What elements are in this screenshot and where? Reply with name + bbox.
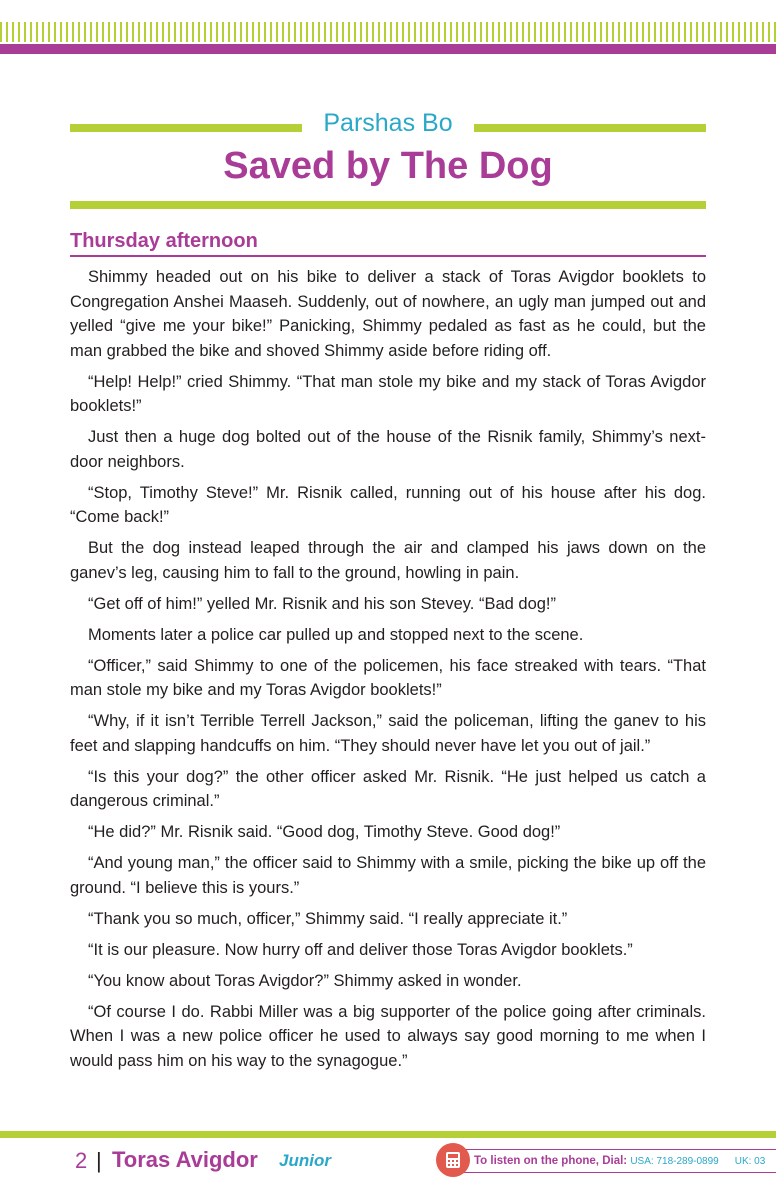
story-paragraph: “Help! Help!” cried Shimmy. “That man stole my bike and my stack of Toras Avigdor booklets!”	[70, 372, 706, 415]
story-paragraph: “You know about Toras Avigdor?” Shimmy asked in wonder.	[88, 971, 522, 990]
phone-info-text	[474, 1153, 765, 1170]
story-paragraph: “Is this your dog?” the other officer asked Mr. Risnik. “He just helped us catch a dangerous criminal.”	[70, 767, 706, 810]
page-number: 2	[75, 1148, 88, 1173]
story-paragraph: “Stop, Timothy Steve!” Mr. Risnik called, running out of his house after his dog. “Come back!”	[70, 483, 706, 526]
story-body	[70, 265, 706, 1080]
phone-usa: USA: 718-289-0899	[630, 1156, 719, 1167]
phone-label: To listen on the phone, Dial:	[474, 1155, 628, 1167]
top-color-bar	[0, 44, 776, 54]
header-rule-bottom	[70, 201, 706, 209]
footer-rule	[0, 1131, 776, 1138]
decorative-tick-strip	[0, 22, 776, 42]
story-paragraph: Shimmy headed out on his bike to deliver a stack of Toras Avigdor booklets to Congregation Anshei Maaseh. Suddenly, out of nowhere, an ugly man jumped out and yelled “give me your bike!” Panicking, Shimmy pedaled as fast as he could, but the man grabbed the bike and shoved Shimmy aside before riding off.	[70, 268, 706, 360]
story-paragraph: “Of course I do. Rabbi Miller was a big supporter of the police going after criminals. When I was a new police officer he used to always say good morning to me when I would pass him on his way to the synagogue.”	[70, 1002, 706, 1070]
footer-separator: |	[96, 1148, 102, 1173]
story-paragraph: Just then a huge dog bolted out of the house of the Risnik family, Shimmy’s next-door neighbors.	[70, 428, 706, 471]
story-paragraph: Moments later a police car pulled up and stopped next to the scene.	[88, 625, 584, 644]
story-title: Saved by The Dog	[223, 145, 553, 187]
story-paragraph: “He did?” Mr. Risnik said. “Good dog, Timothy Steve. Good dog!”	[88, 823, 561, 841]
story-paragraph: “Get off of him!” yelled Mr. Risnik and his son Stevey. “Bad dog!”	[88, 594, 557, 613]
story-paragraph: “Why, if it isn’t Terrible Terrell Jackson,” said the policeman, lifting the ganev to his feet and slapping handcuffs on him. “They should never have let you out of jail.”	[70, 712, 706, 755]
brand-name: Toras Avigdor	[112, 1147, 258, 1172]
section-heading: Thursday afternoon	[70, 229, 706, 257]
story-paragraph: “It is our pleasure. Now hurry off and deliver those Toras Avigdor booklets.”	[88, 940, 633, 959]
story-paragraph: “And young man,” the officer said to Shimmy with a smile, picking the bike up off the ground. “I believe this is yours.”	[70, 854, 706, 897]
phone-uk: UK: 03	[734, 1156, 766, 1167]
phone-icon	[436, 1143, 470, 1177]
brand-subtitle: Junior	[279, 1151, 331, 1170]
story-paragraph: “Officer,” said Shimmy to one of the policemen, his face streaked with tears. “That man stole my bike and my Toras Avigdor booklets!”	[70, 656, 706, 699]
parsha-label: Parshas Bo	[323, 109, 453, 137]
story-paragraph: “Thank you so much, officer,” Shimmy said. “I really appreciate it.”	[88, 909, 568, 928]
story-paragraph: But the dog instead leaped through the air and clamped his jaws down on the ganev’s leg, causing him to fall to the ground, howling in pain.	[70, 539, 706, 582]
